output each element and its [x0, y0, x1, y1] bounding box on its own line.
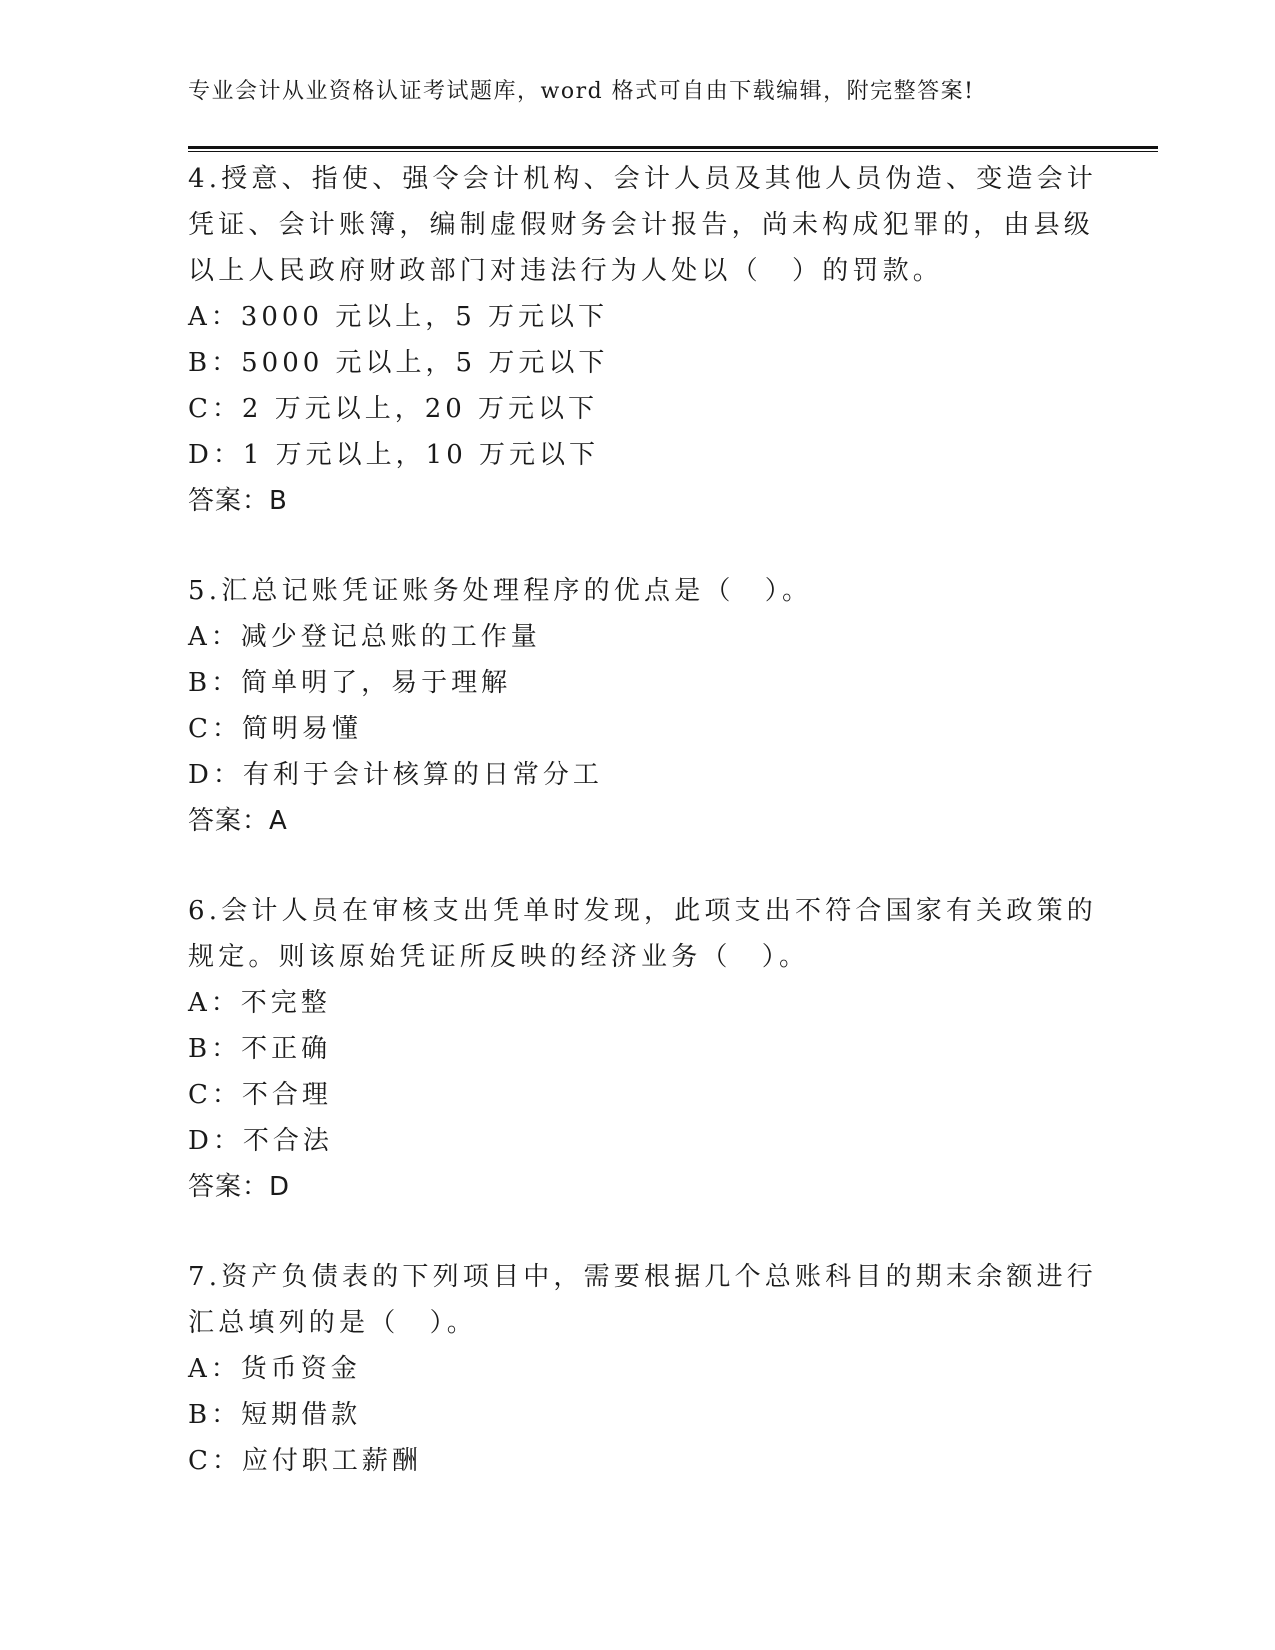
question-stem-line: 汇总填列的是（ ）。: [188, 1308, 478, 1338]
option-b: B：不正确: [188, 1034, 332, 1064]
question-list: [188, 156, 1098, 1528]
option-a: A：不完整: [188, 988, 331, 1018]
question-stem-line: 4.授意、指使、强令会计机构、会计人员及其他人员伪造、变造会计: [188, 164, 1098, 194]
option-c: C：不合理: [188, 1080, 332, 1110]
answer-label: 答案：A: [188, 806, 288, 836]
option-c: C：应付职工薪酬: [188, 1446, 422, 1476]
option-a: A：减少登记总账的工作量: [188, 622, 541, 652]
question-stem-line: 凭证、会计账簿，编制虚假财务会计报告，尚未构成犯罪的，由县级: [188, 210, 1095, 240]
header-rule-thin: [188, 151, 1158, 152]
question-stem-line: 6.会计人员在审核支出凭单时发现，此项支出不符合国家有关政策的: [188, 896, 1098, 926]
answer-label: 答案：B: [188, 486, 288, 516]
question-stem-line: 7.资产负债表的下列项目中，需要根据几个总账科目的期末余额进行: [188, 1262, 1098, 1292]
option-c: C：2 万元以上，20 万元以下: [188, 394, 599, 424]
option-b: B：短期借款: [188, 1400, 362, 1430]
page-header: 专业会计从业资格认证考试题库，word 格式可自由下载编辑，附完整答案!: [188, 79, 975, 104]
question-stem-line: 以上人民政府财政部门对违法行为人处以（ ）的罚款。: [188, 256, 944, 286]
question-5: [188, 568, 1068, 844]
option-b: B：5000 元以上，5 万元以下: [188, 348, 609, 378]
option-b: B：简单明了，易于理解: [188, 668, 512, 698]
option-c: C：简明易懂: [188, 714, 362, 744]
option-a: A：货币资金: [188, 1354, 361, 1384]
answer-label: 答案：D: [188, 1172, 291, 1202]
question-6: [188, 888, 1098, 1210]
question-4: [188, 156, 1098, 524]
question-stem-line: 规定。则该原始凭证所反映的经济业务（ ）。: [188, 942, 810, 972]
option-a: A：3000 元以上，5 万元以下: [188, 302, 609, 332]
option-d: D：有利于会计核算的日常分工: [188, 760, 603, 790]
header-rule-thick: [188, 146, 1158, 149]
question-7: [188, 1254, 1098, 1484]
question-stem-line: 5.汇总记账凭证账务处理程序的优点是（ ）。: [188, 576, 813, 606]
option-d: D：不合法: [188, 1126, 333, 1156]
option-d: D：1 万元以上，10 万元以下: [188, 440, 600, 470]
